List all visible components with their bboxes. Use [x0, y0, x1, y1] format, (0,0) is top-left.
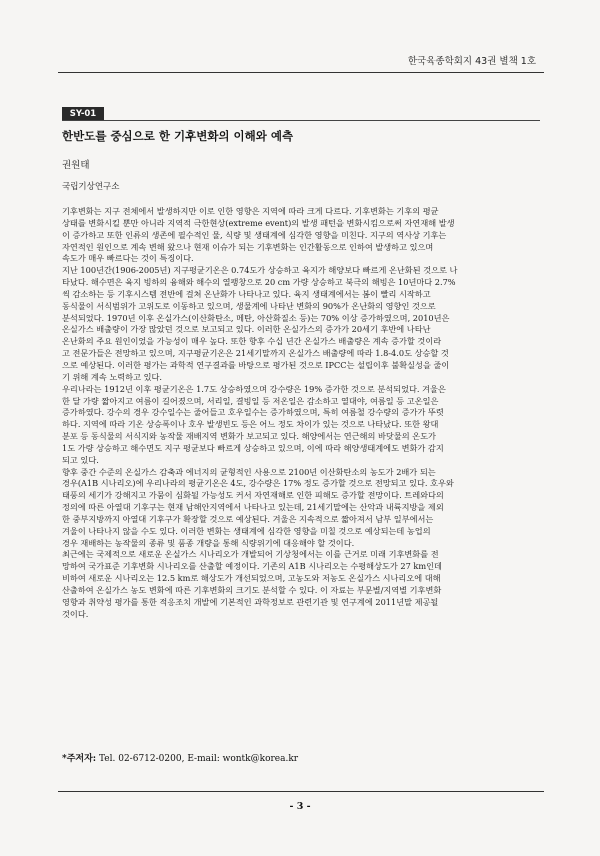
- body-line: 겨울이 나타나지 않을 수도 있다. 이러한 변화는 생태계에 심각한 영향을 미칠 것으로 예상되는데 농업의: [62, 525, 431, 536]
- footer-rule: [58, 791, 544, 792]
- body-line: 상태를 변화시킬 뿐만 아니라 지역적 극한현상(extreme event)의 발생 패턴을 변화시킴으로써 자연재해 발생: [62, 217, 455, 228]
- body-line: 최근에는 국제적으로 새로운 온실가스 시나리오가 개발되어 기상청에서는 이를 근거로 미래 기후변화를 전: [62, 549, 439, 560]
- body-line: 하다. 지역에 따라 기온 상승폭이나 호우 발생빈도 등은 어느 정도 차이가 있는 것으로 나타났다. 또한 왕대: [62, 419, 439, 430]
- body-line: 온난화의 주요 원인이었을 가능성이 매우 높다. 또한 향후 수십 년간 온실가스 배출량은 계속 증가할 것이라: [62, 336, 442, 347]
- body-line: 되고 있다.: [62, 454, 99, 465]
- abstract-body: [62, 206, 542, 621]
- body-line: 분석되었다. 1970년 이후 온실가스(이산화탄소, 메탄, 아산화질소 등)는 70% 이상 증가하였으며, 2010년은: [62, 312, 450, 323]
- body-line: 경우 재배하는 농작물의 종류 및 품종 개량을 통해 식량위기에 대응해야 할 것이다.: [62, 537, 355, 548]
- body-line: 고 전문가들은 전망하고 있으며, 지구평균기온은 21세기말까지 온실가스 배출량에 따라 1.8-4.0도 상승할 것: [62, 348, 449, 359]
- affiliation: 국립기상연구소: [62, 182, 120, 192]
- page-number: - 3 -: [289, 801, 311, 812]
- body-line: 속도가 매우 빠르다는 것이 특징이다.: [62, 253, 194, 264]
- section-rule: [62, 120, 540, 121]
- body-line: 한 중부지방까지 아열대 기후구가 확장할 것으로 예상된다. 겨울은 지속적으로 짧아져서 남부 일부에서는: [62, 513, 434, 524]
- body-line: 태풍의 세기가 강해지고 가뭄이 심화될 가능성도 커서 자연재해로 인한 피해도 증가할 전망이다. 트레와다의: [62, 490, 444, 501]
- body-line: 자연적인 원인으로 계속 변해 왔으나 현재 이슈가 되는 기후변화는 인간활동으로 인하여 발생하고 있으며: [62, 241, 434, 252]
- article-title: 한반도를 중심으로 한 기후변화의 이해와 예측: [62, 129, 294, 143]
- body-line: 향후 중간 수준의 온실가스 감축과 에너지의 균형적인 사용으로 2100년 이산화탄소의 농도가 2배가 되는: [62, 466, 436, 477]
- body-line: 씩 감소하는 등 기후시스템 전반에 걸쳐 온난화가 나타나고 있다. 육지 생태계에서는 봄이 빨리 시작하고: [62, 288, 431, 299]
- body-line: 기후변화는 지구 전체에서 발생하지만 이로 인한 영향은 지역에 따라 크게 다르다. 기후변화는 기후의 평균: [62, 206, 439, 216]
- header-rule: [58, 72, 544, 73]
- body-line: 이 증가하고 또한 인류의 생존에 필수적인 물, 식량 및 생태계에 심각한 영향을 미친다. 지구의 역사상 기후는: [62, 229, 447, 240]
- body-line: 것이다.: [62, 608, 89, 619]
- session-badge: SY-01: [62, 107, 104, 121]
- body-line: 기 위해 계속 노력하고 있다.: [62, 371, 163, 382]
- running-header: 한국육종학회지 43권 별책 1호: [407, 56, 536, 67]
- body-line: 1도 가량 상승하고 해수면도 지구 평균보다 빠르게 상승하고 있으며, 이에 따라 해양생태계에도 변화가 감지: [62, 442, 444, 453]
- body-line: 한 달 가량 짧아지고 여름이 길어졌으며, 서리일, 결빙일 등 저온일은 감소하고 열대야, 여름일 등 고온일은: [62, 395, 439, 406]
- body-line: 망하여 국가표준 기후변화 시나리오를 산출할 예정이다. 기존의 A1B 시나리오는 수평해상도가 27 km인데: [62, 561, 442, 572]
- body-line: 정의에 따른 아열대 기후구는 현재 남해안지역에서 나타나고 있는데, 21세기말에는 산악과 내륙지방을 제외: [62, 502, 444, 513]
- body-line: 영향과 취약성 평가를 통한 적응조치 개발에 기본적인 과학정보로 관련기관 및 연구계에 2011년말 제공될: [62, 596, 439, 607]
- body-line: 으로 예상된다. 이러한 평가는 과학적 연구결과를 바탕으로 평가된 것으로 IPCC는 설립이후 불확실성을 줄이: [62, 359, 450, 370]
- body-line: 경우(A1B 시나리오)에 우리나라의 평균기온은 4도, 강수량은 17% 정도 증가할 것으로 전망되고 있다. 호우와: [62, 478, 454, 489]
- body-line: 타났다. 해수면은 육지 빙하의 융해와 해수의 열팽창으로 20 cm 가량 상승하고 북극의 해빙은 10년마다 2.7%: [62, 277, 456, 288]
- author-name: 권원태: [62, 160, 90, 171]
- body-line: 지난 100년간(1906-2005년) 지구평균기온은 0.74도가 상승하고 육지가 해양보다 빠르게 온난화된 것으로 나: [62, 265, 458, 276]
- body-line: 분포 등 동식물의 서식지와 농작물 재배지역 변화가 보고되고 있다. 해양에서는 연근해의 바닷물의 온도가: [62, 431, 436, 442]
- body-line: 우리나라는 1912년 이후 평균기온은 1.7도 상승하였으며 강수량은 19% 증가한 것으로 분석되었다. 겨울은: [62, 383, 446, 394]
- body-line: 동식물이 서식범위가 고위도로 이동하고 있으며, 생물계에 나타난 변화의 90%가 온난화의 영향인 것으로: [62, 300, 436, 311]
- contact-email: E-mail: wontk@korea.kr: [187, 754, 299, 764]
- body-line: 온실가스 배출량이 가장 많았던 것으로 보고되고 있다. 이러한 온실가스의 증가가 20세기 후반에 나타난: [62, 324, 431, 335]
- body-line: 비하여 새로운 시나리오는 12.5 km로 해상도가 개선되었으며, 고농도와 저농도 온실가스 시나리오에 대해: [62, 573, 441, 584]
- body-line: 증가하였다. 강수의 경우 강수일수는 줄어들고 호우일수는 증가하였으며, 특히 여름철 강수량의 증가가 뚜렷: [62, 407, 444, 418]
- contact-label: *주저자:: [62, 754, 97, 764]
- body-line: 산출하여 온실가스 농도 변화에 따른 기후변화의 크기도 분석할 수 있다. 이 자료는 부문별/지역별 기후변화: [62, 585, 442, 595]
- contact-info: [62, 751, 298, 764]
- contact-tel: Tel. 02-6712-0200,: [99, 754, 185, 764]
